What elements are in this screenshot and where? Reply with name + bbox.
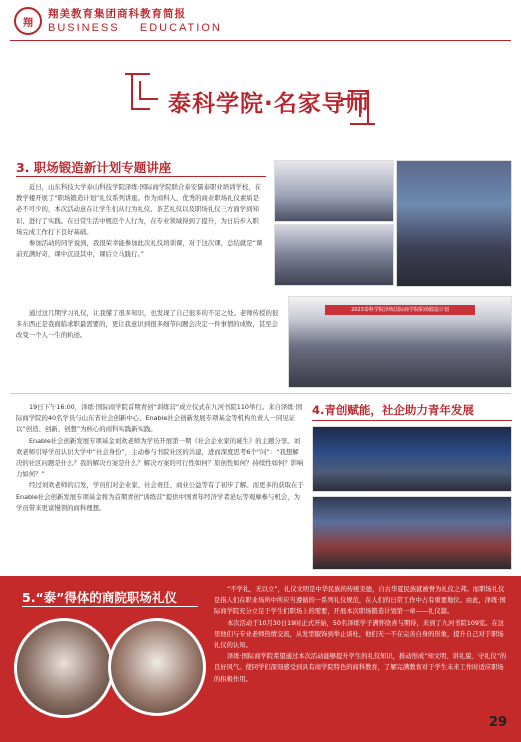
section-divider [10,393,511,394]
section3-para2: 参加活动的同学说到，我很荣幸能参加此次礼仪培训课，对于这次课，总结就是“课前充满好奇，课中沉浸其中，课后立马践行。” [16,239,263,259]
org-name: 翔美教育集团商科教育简报 [48,8,186,20]
section4-para2: Enable社会创新发展专项基金刘欢老师为学员开展第一期《社会企业家的诞生》的主题分享。刘欢老师引导学员认识大学中“社会身份”，主动参与书院社区的共建，进而深度思考6个“问”：“我想解决的社区问题是什么？我的解决方案是什么？解决方案的可行性如何？原创性如何？持续性如何？影响力如何？” [16,436,304,479]
section4-underline [312,420,512,421]
section3-body-2 [16,308,280,342]
section4-title: 4.青创赋能，社企助力青年发展 [312,403,474,417]
section3-body [16,182,264,260]
section4-para1: 19日下午16:00，泽练·国际商学院首期青创“训练营”成立仪式在九河书院110举行。来自泽练·国际商学院的40名学员与山东省社会创新中心、Enable社会创新发展专项基金等机构负责人一同见证以“创造、创新、创想”为核心的商科实践新实践。 [16,403,303,434]
photo-standing-presenters [396,160,512,287]
section4-body [16,402,304,514]
sub-title: BUSINESS EDUCATION [48,22,222,34]
section5-body [214,584,508,685]
photo-classroom-audience [274,224,394,286]
page-number: 29 [488,715,507,730]
section3-para3: 通过这几期学习礼仪，让我懂了很多知识，也发现了自己很多的不足之处。老师传授的很多东西正是我面临求职最需要的，更让我意识到很多细节问题会决定一件事情的成败，甚至会改变一个人一生的轨迹。 [16,309,279,340]
photo-group-seminar [288,296,512,388]
seminar-banner: 2023泰科学院泽练国际商学院职场锻造计划 [325,305,475,315]
section5-title: 5.“泰”得体的商院职场礼仪 [22,590,177,605]
section3-title: 3. 职场锻造新计划专题讲座 [16,160,172,175]
photo-group-photo [312,496,512,570]
photo-lecture-hall [274,160,394,222]
header-divider [10,40,511,41]
school-logo: 翔 [14,7,42,35]
section3-underline [16,176,266,177]
section3-para1: 近日，山东科技大学泰山科技学院泽练·国际商学院联合泰安儒泰职业培训学校，在教学楼开展了“职场锻造计划”礼仪系列讲座。作为商科人，优秀的商业职场礼仪素质是必不可少的，本次活动意在让学生们从行为礼仪、茶艺礼仪以及职场礼仪三方面学到知识、进行了实践。在日常生活中规范个人行为，在专业领域得到了提升，为日后步入职场完成工作打下良好基础。 [16,183,262,236]
section5-para2: 本次活动于10月30日19时正式开始，50名泽练学子满怀欣喜与期待，来到了九河书院109室。在这里他们与专业老师热情交流，从发型服饰到举止谈吐，他们无一不在完善自身的形象，提升自己对于职场礼仪的认知。 [214,619,505,650]
photo-circle-etiquette-1 [14,618,114,718]
section5-para3: 泽练·国际商学院希望通过本次活动能够提升学生的礼仪知识，推动形成“知文明、讲礼貌、守礼仪”的良好风气。使同学们深刻感受到具有商学院特色的商科教育，了解完满教育对于学生未来工作时适应职场的积极作用。 [214,653,507,683]
banner-title: 泰科学院·名家导师 [168,91,370,117]
section5-para1: “不学礼，无以立”，礼仪文明是中华民族的传统美德，自古华夏民族就被誉为礼仪之邦。而职场礼仪是指人们在职业场所中所应当遵循的一系列礼仪规范，在人们的日常工作中占有重要地位。由此，泽练·国际商学院充分立足于学生们职场上的需要，开展本次职场锻造计划第一章——礼仪篇。 [214,586,506,616]
photo-circle-etiquette-2 [108,618,206,716]
section5-underline [22,606,198,607]
section4-para3: 经过刘欢老师的启发，学员们对企业家、社会责任、商业公益等有了初步了解。而更多的获取在于Enable社会创新发展专项基金将为首期青创“训练营”提供中国青年经济学者论坛等观摩参与机会，为学员带来更富慢领的商科理想。 [16,481,304,512]
photo-training-camp-audience [312,426,512,492]
